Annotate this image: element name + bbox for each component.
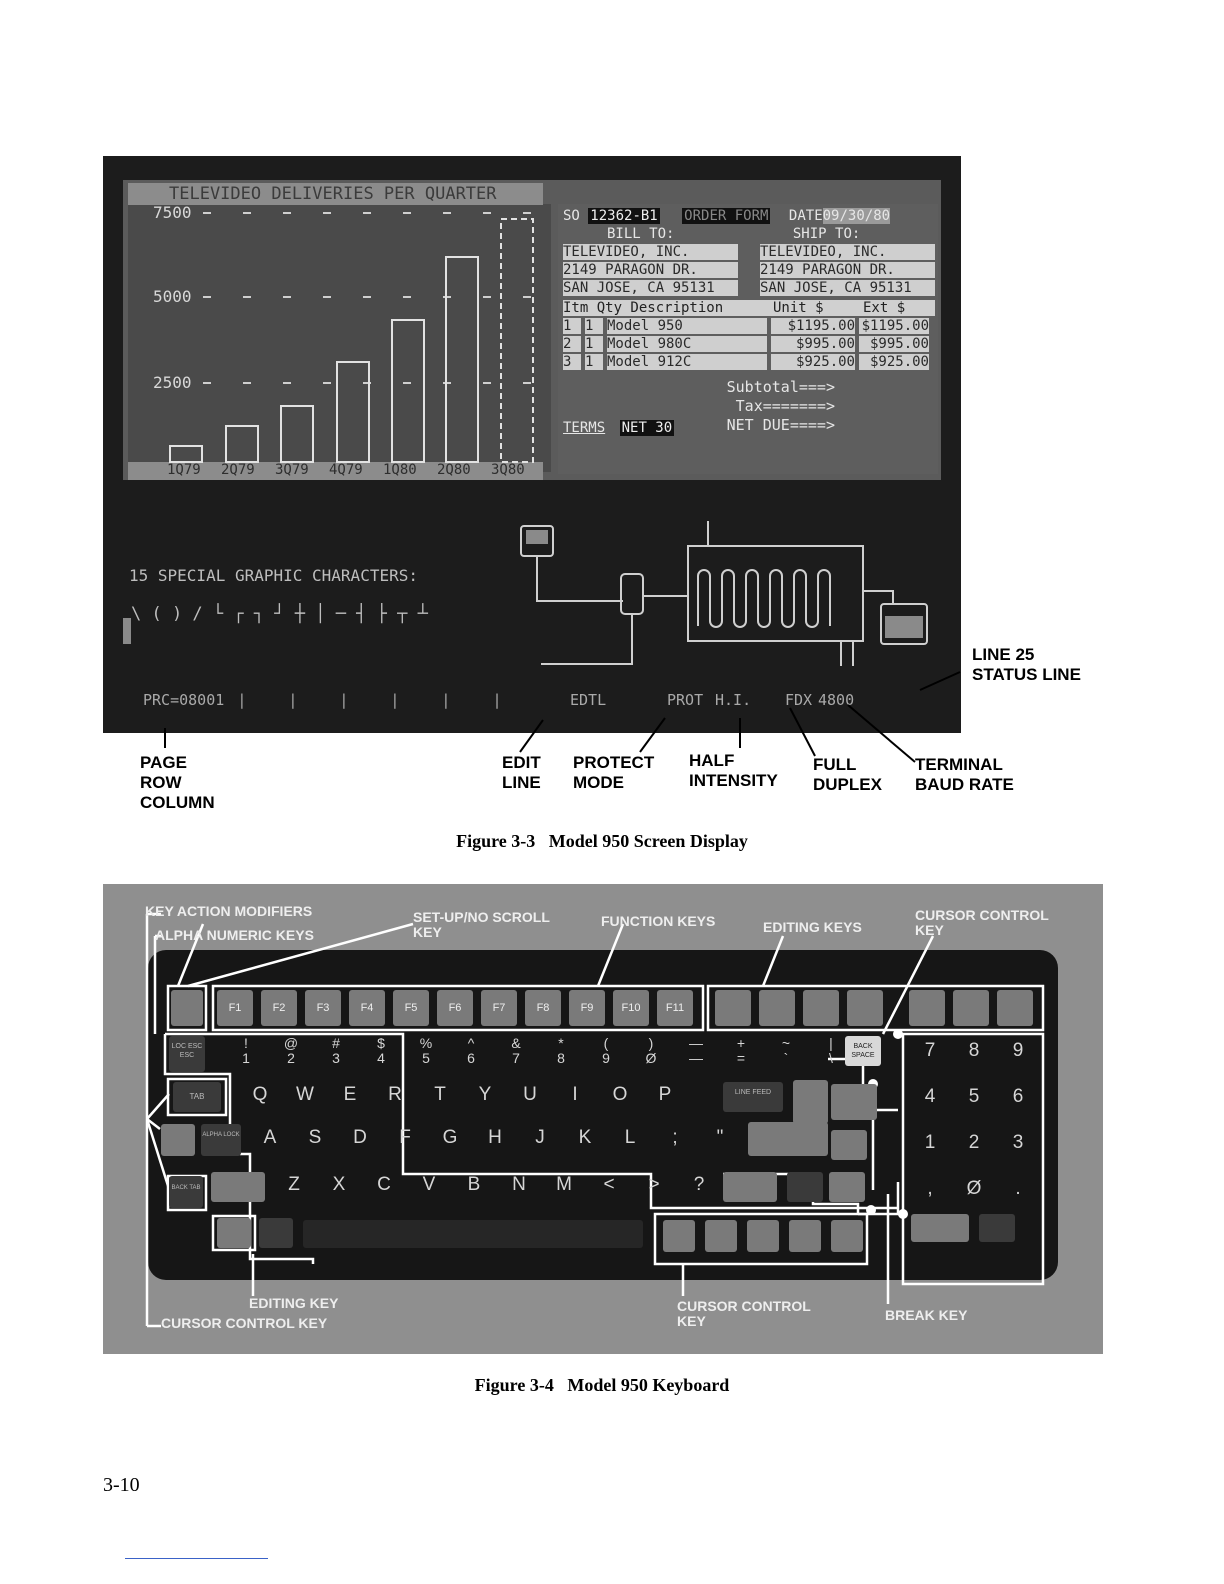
- key-label: 9: [1012, 1040, 1024, 1061]
- letter-key[interactable]: [650, 1084, 680, 1106]
- net-due-label: NET DUE====>: [726, 416, 835, 434]
- key-label: S: [308, 1127, 322, 1148]
- key-label: 6: [1012, 1086, 1024, 1107]
- editing-key[interactable]: [803, 990, 839, 1026]
- key-label: W: [296, 1084, 314, 1105]
- address-line: 2149 PARAGON DR.: [760, 262, 935, 278]
- numpad-key[interactable]: [1003, 1132, 1033, 1154]
- keyboard-photo: [103, 884, 1103, 1354]
- x-tick-label: 3Q79: [275, 462, 309, 478]
- key-label: 4: [924, 1086, 936, 1107]
- key-label: F7: [492, 1002, 506, 1014]
- loc-esc-key[interactable]: [169, 1036, 205, 1072]
- key-label: 1: [242, 1050, 250, 1066]
- key-label: 2: [287, 1050, 295, 1066]
- key-label: F1: [228, 1002, 242, 1014]
- address-line: SAN JOSE, CA 95131: [760, 280, 935, 296]
- function-key[interactable]: [437, 990, 473, 1026]
- letter-key[interactable]: [435, 1127, 465, 1149]
- item-unit-cell: $1195.00: [771, 318, 855, 334]
- key-label: #: [332, 1035, 340, 1051]
- key-label: TAB: [189, 1092, 205, 1101]
- number-key[interactable]: [816, 1036, 846, 1066]
- number-key[interactable]: [591, 1036, 621, 1066]
- callout-line: COLUMN: [140, 793, 215, 812]
- number-key[interactable]: [456, 1036, 486, 1066]
- callout-cursor-control-left: CURSOR CONTROL KEY: [161, 1315, 328, 1331]
- numpad-key[interactable]: [959, 1178, 989, 1200]
- callout-line: MODE: [573, 773, 624, 792]
- key-label: Q: [252, 1084, 268, 1105]
- key-label: O: [612, 1084, 628, 1105]
- key-label: ,: [927, 1178, 933, 1199]
- key-label: Ø: [966, 1178, 982, 1199]
- number-key[interactable]: [501, 1036, 531, 1066]
- left-arrow-key[interactable]: [789, 1220, 821, 1252]
- function-key[interactable]: [569, 990, 605, 1026]
- key-label: B: [467, 1174, 481, 1195]
- key-label: `: [783, 1050, 789, 1066]
- function-key[interactable]: [657, 990, 693, 1026]
- key-label: J: [535, 1127, 545, 1148]
- address-line: TELEVIDEO, INC.: [563, 244, 738, 260]
- editing-key[interactable]: [847, 990, 883, 1026]
- callout-line: CURSOR CONTROL: [677, 1298, 811, 1314]
- space-bar[interactable]: [303, 1220, 643, 1248]
- key-label: .: [1015, 1178, 1021, 1199]
- callout-line: CURSOR CONTROL: [915, 907, 1049, 923]
- right-shift-key[interactable]: [723, 1172, 777, 1202]
- item-ext-cell: $995.00: [859, 336, 929, 352]
- key-label: \: [829, 1050, 833, 1066]
- function-key[interactable]: [481, 990, 517, 1026]
- numpad-key[interactable]: [915, 1178, 945, 1200]
- callout-line: ROW: [140, 773, 182, 792]
- x-tick-label: 2Q80: [437, 462, 471, 478]
- letter-key[interactable]: [684, 1174, 714, 1196]
- callout-line: FULL: [813, 755, 857, 774]
- key-label: ESC: [179, 1052, 195, 1059]
- key-label: F5: [404, 1002, 418, 1014]
- callout-line: PROTECT: [573, 753, 655, 772]
- key-label: H: [488, 1127, 502, 1148]
- key-label: E: [343, 1084, 357, 1105]
- key-label: @: [283, 1035, 299, 1051]
- x-tick-label: 3Q80: [491, 462, 525, 478]
- editing-key[interactable]: [909, 990, 945, 1026]
- back-space-key[interactable]: [845, 1036, 881, 1066]
- key-label: F6: [448, 1002, 462, 1014]
- letter-key[interactable]: [705, 1127, 735, 1149]
- ship-to-label: SHIP TO:: [792, 226, 861, 242]
- figure-3-4-caption: Figure 3-4 Model 950 Keyboard: [474, 1375, 730, 1395]
- numpad-key[interactable]: [1003, 1178, 1033, 1200]
- letter-key[interactable]: [324, 1174, 354, 1196]
- minus-key[interactable]: [979, 1214, 1015, 1242]
- status-edtl: EDTL: [570, 691, 607, 709]
- callout-line: EDIT: [502, 753, 541, 772]
- bill-to-label: BILL TO:: [607, 226, 675, 242]
- key-label: LINE FEED: [734, 1089, 772, 1096]
- callout-function-keys: FUNCTION KEYS: [601, 913, 716, 929]
- letter-key[interactable]: [255, 1127, 285, 1149]
- key-label: 5: [968, 1086, 980, 1107]
- letter-key[interactable]: [615, 1127, 645, 1149]
- key-label: F4: [360, 1002, 374, 1014]
- tab-key[interactable]: [173, 1082, 221, 1112]
- numpad-key[interactable]: [915, 1132, 945, 1154]
- return-key-upper[interactable]: [793, 1080, 828, 1124]
- so-label: SO: [563, 208, 580, 224]
- letter-key[interactable]: [345, 1127, 375, 1149]
- figure-3-3-caption: Figure 3-3 Model 950 Screen Display: [456, 831, 748, 851]
- key-label: LOC ESC: [171, 1043, 203, 1050]
- letter-key[interactable]: [525, 1127, 555, 1149]
- key-label: 4: [377, 1050, 385, 1066]
- callout-line: STATUS LINE: [972, 665, 1081, 684]
- item-unit-cell: $925.00: [771, 354, 855, 370]
- break-key[interactable]: [831, 1130, 867, 1160]
- key-label: *: [558, 1035, 564, 1051]
- callout-line: KEY: [915, 922, 944, 938]
- key-label: 8: [968, 1040, 980, 1061]
- item-desc-cell: Model 950: [607, 318, 767, 334]
- pipe-key[interactable]: [787, 1172, 823, 1202]
- status-hi: H.I.: [715, 691, 752, 709]
- col-header: Itm Qty Description: [563, 300, 724, 316]
- letter-key[interactable]: [560, 1084, 590, 1106]
- x-tick-label: 1Q80: [383, 462, 417, 478]
- callout-line: HALF: [689, 751, 735, 770]
- callout-alpha-numeric-keys: ALPHA NUMERIC KEYS: [155, 927, 314, 943]
- left-shift-key[interactable]: [211, 1172, 265, 1202]
- back-tab-key[interactable]: [169, 1176, 203, 1208]
- callout-line: BAUD RATE: [915, 775, 1014, 794]
- key-label: F9: [580, 1002, 594, 1014]
- key-label: D: [353, 1127, 367, 1148]
- graphic-chars-label: 15 SPECIAL GRAPHIC CHARACTERS:: [129, 566, 418, 585]
- key-label: $: [377, 1035, 385, 1051]
- y-tick-label: 2500: [153, 373, 192, 392]
- number-key[interactable]: [681, 1036, 711, 1066]
- key-label: 7: [924, 1040, 936, 1061]
- letter-key[interactable]: [594, 1174, 624, 1196]
- alpha-lock-key[interactable]: [201, 1124, 241, 1156]
- key-label: ?: [693, 1174, 705, 1195]
- key-label: X: [332, 1174, 346, 1195]
- key-label: !: [244, 1035, 248, 1051]
- key-label: G: [442, 1127, 458, 1148]
- callout-terminal-baud-rate: [915, 755, 1014, 795]
- key-label: 1: [924, 1132, 936, 1153]
- editing-key-bottom[interactable]: [217, 1218, 251, 1248]
- key-label: A: [263, 1127, 277, 1148]
- number-key[interactable]: [726, 1036, 756, 1066]
- number-key[interactable]: [366, 1036, 396, 1066]
- letter-key[interactable]: [470, 1084, 500, 1106]
- number-key[interactable]: [231, 1036, 261, 1066]
- number-key[interactable]: [771, 1036, 801, 1066]
- key-label: F10: [621, 1002, 641, 1014]
- editing-key[interactable]: [953, 990, 989, 1026]
- y-tick-label: 5000: [153, 287, 192, 306]
- key-label: K: [578, 1127, 592, 1148]
- function-key[interactable]: [393, 990, 429, 1026]
- letter-key[interactable]: [390, 1127, 420, 1149]
- key-label: +: [736, 1035, 746, 1051]
- letter-key[interactable]: [245, 1084, 275, 1106]
- down-arrow-key[interactable]: [747, 1220, 779, 1252]
- status-prc: PRC=08001: [143, 691, 225, 709]
- key-label: 5: [422, 1050, 430, 1066]
- footer-rule: [125, 1558, 268, 1559]
- form-title: ORDER FORM: [684, 208, 769, 224]
- key-label: V: [422, 1174, 436, 1195]
- editing-key[interactable]: [759, 990, 795, 1026]
- letter-key[interactable]: [414, 1174, 444, 1196]
- tax-label: Tax=======>: [735, 397, 835, 415]
- number-key[interactable]: [546, 1036, 576, 1066]
- key-label: U: [523, 1084, 537, 1105]
- date-value: 09/30/80: [822, 208, 891, 224]
- key-label: F8: [536, 1002, 550, 1014]
- ctrl-key[interactable]: [161, 1124, 195, 1156]
- unit-header: Unit $: [773, 300, 824, 316]
- key-label: Ø: [645, 1050, 657, 1066]
- callout-line: LINE: [502, 773, 541, 792]
- numpad-key[interactable]: [959, 1040, 989, 1062]
- graph-title: TELEVIDEO DELIVERIES PER QUARTER: [169, 184, 497, 204]
- key-label: ALPHA LOCK: [202, 1132, 240, 1138]
- so-number: 12362-B1: [590, 208, 658, 224]
- key-label: N: [512, 1174, 526, 1195]
- callout-line: DUPLEX: [813, 775, 882, 794]
- letter-key[interactable]: [425, 1084, 455, 1106]
- key-label: C: [377, 1174, 391, 1195]
- callout-line: KEY: [413, 924, 442, 940]
- callout-line: KEY: [677, 1313, 706, 1329]
- callout-line25: [972, 645, 1081, 685]
- x-tick-label: 4Q79: [329, 462, 363, 478]
- callout-full-duplex: [813, 755, 882, 795]
- number-key[interactable]: [636, 1036, 666, 1066]
- key-label: 3: [1012, 1132, 1024, 1153]
- key-label: L: [624, 1127, 636, 1148]
- editing-key[interactable]: [715, 990, 751, 1026]
- key-label: F2: [272, 1002, 286, 1014]
- up-arrow-key[interactable]: [705, 1220, 737, 1252]
- numpad-key[interactable]: [1003, 1040, 1033, 1062]
- home-key[interactable]: [663, 1220, 695, 1252]
- x-tick-label: 1Q79: [167, 462, 201, 478]
- function-key[interactable]: [305, 990, 341, 1026]
- key-label: 7: [512, 1050, 520, 1066]
- callout-setup-key: [413, 910, 550, 940]
- key-label: Z: [288, 1174, 300, 1195]
- page-number: 3-10: [103, 1474, 140, 1496]
- clear-space-key[interactable]: [831, 1084, 877, 1120]
- key-label: 8: [557, 1050, 565, 1066]
- return-key[interactable]: [748, 1122, 828, 1156]
- item-number-cell: 2: [563, 336, 581, 352]
- callout-key-action-modifiers: KEY ACTION MODIFIERS: [145, 903, 313, 919]
- terms-value: NET 30: [621, 420, 673, 436]
- item-unit-cell: $995.00: [771, 336, 855, 352]
- function-key[interactable]: [349, 990, 385, 1026]
- key-label: ;: [672, 1127, 678, 1148]
- line-feed-key[interactable]: [723, 1082, 783, 1112]
- key-label: <: [603, 1174, 615, 1195]
- callout-edit-line: [502, 753, 541, 793]
- number-key[interactable]: [321, 1036, 351, 1066]
- key-label: ): [648, 1035, 654, 1051]
- key-label: 6: [467, 1050, 475, 1066]
- callout-half-intensity: [689, 751, 778, 791]
- callout-cursor-control-top: [915, 908, 1049, 938]
- key-label: BACK TAB: [171, 1185, 201, 1191]
- letter-key[interactable]: [605, 1084, 635, 1106]
- callout-protect-mode: [573, 753, 654, 793]
- letter-key[interactable]: [290, 1084, 320, 1106]
- letter-key[interactable]: [570, 1127, 600, 1149]
- key-label: —: [689, 1050, 703, 1066]
- status-fdx: FDX: [785, 691, 813, 709]
- letter-key[interactable]: [639, 1174, 669, 1196]
- address-line: TELEVIDEO, INC.: [760, 244, 935, 260]
- callout-cursor-control-bottom: [677, 1299, 811, 1329]
- status-prot: PROT: [667, 691, 704, 709]
- key-label: &: [511, 1035, 521, 1051]
- key-label: P: [658, 1084, 672, 1105]
- key-label: ~: [781, 1035, 791, 1051]
- enter-key[interactable]: [911, 1214, 969, 1242]
- callout-line: LINE 25: [972, 645, 1035, 664]
- callout-break-key: BREAK KEY: [885, 1307, 968, 1323]
- letter-key[interactable]: [369, 1174, 399, 1196]
- key-label: F: [399, 1127, 411, 1148]
- item-desc-cell: Model 912C: [607, 354, 767, 370]
- numpad-key[interactable]: [959, 1086, 989, 1108]
- key-label: ^: [467, 1035, 475, 1051]
- key-label: 9: [602, 1050, 610, 1066]
- status-separators: ||||||: [237, 691, 544, 709]
- key-label: M: [556, 1174, 572, 1195]
- letter-key[interactable]: [504, 1174, 534, 1196]
- item-number-cell: 3: [563, 354, 581, 370]
- callout-editing-key: EDITING KEY: [249, 1295, 339, 1311]
- setup-key[interactable]: [171, 990, 203, 1026]
- letter-key[interactable]: [380, 1084, 410, 1106]
- key-label: —: [689, 1035, 703, 1051]
- item-desc-cell: Model 980C: [607, 336, 767, 352]
- number-key[interactable]: [276, 1036, 306, 1066]
- item-qty-cell: 1: [585, 318, 603, 334]
- del-key[interactable]: [829, 1172, 865, 1202]
- letter-key[interactable]: [515, 1084, 545, 1106]
- letter-key[interactable]: [459, 1174, 489, 1196]
- letter-key[interactable]: [300, 1127, 330, 1149]
- callout-line: INTENSITY: [689, 771, 778, 790]
- function-key[interactable]: [217, 990, 253, 1026]
- letter-key[interactable]: [660, 1127, 690, 1149]
- numpad-key[interactable]: [959, 1132, 989, 1154]
- func-key-bottom[interactable]: [259, 1218, 293, 1248]
- graphic-chars: \ ( ) / └ ┌ ┐ ┘ ┼ │ ─ ┤ ├ ┬ ┴: [131, 604, 428, 624]
- key-label: T: [434, 1084, 446, 1105]
- callout-line: TERMINAL: [915, 755, 1003, 774]
- key-label: >: [648, 1174, 660, 1195]
- status-baud: 4800: [818, 691, 855, 709]
- letter-key[interactable]: [549, 1174, 579, 1196]
- key-label: BACK SPACE: [851, 1043, 875, 1059]
- address-line: 2149 PARAGON DR.: [563, 262, 738, 278]
- letter-key[interactable]: [335, 1084, 365, 1106]
- function-key[interactable]: [613, 990, 649, 1026]
- editing-key[interactable]: [997, 990, 1033, 1026]
- letter-key[interactable]: [279, 1174, 309, 1196]
- item-number-cell: 1: [563, 318, 581, 334]
- x-tick-label: 2Q79: [221, 462, 255, 478]
- item-ext-cell: $925.00: [859, 354, 929, 370]
- key-label: ": [716, 1127, 724, 1148]
- keyboard-callout-lines: [103, 884, 1103, 1354]
- right-arrow-key[interactable]: [831, 1220, 863, 1252]
- key-label: =: [736, 1050, 746, 1066]
- key-label: R: [388, 1084, 402, 1105]
- key-label: 3: [332, 1050, 340, 1066]
- item-qty-cell: 1: [585, 336, 603, 352]
- letter-key[interactable]: [480, 1127, 510, 1149]
- ext-header: Ext $: [863, 300, 906, 316]
- date-label: DATE: [788, 208, 823, 224]
- key-label: I: [572, 1084, 578, 1105]
- numpad-key[interactable]: [915, 1040, 945, 1062]
- function-key[interactable]: [525, 990, 561, 1026]
- key-label: Y: [478, 1084, 492, 1105]
- key-label: F3: [316, 1002, 330, 1014]
- key-label: (: [603, 1035, 609, 1051]
- callout-line: SET-UP/NO SCROLL: [413, 909, 550, 925]
- key-label: %: [419, 1035, 433, 1051]
- item-qty-cell: 1: [585, 354, 603, 370]
- key-label: F11: [665, 1002, 685, 1014]
- numpad-key[interactable]: [1003, 1086, 1033, 1108]
- number-key[interactable]: [411, 1036, 441, 1066]
- subtotal-label: Subtotal===>: [726, 378, 835, 396]
- terms-label: TERMS: [563, 420, 606, 436]
- item-ext-cell: $1195.00: [859, 318, 929, 334]
- callout-editing-keys: EDITING KEYS: [763, 919, 862, 935]
- function-key[interactable]: [261, 990, 297, 1026]
- key-label: 2: [968, 1132, 980, 1153]
- address-line: SAN JOSE, CA 95131: [563, 280, 738, 296]
- callout-line: PAGE: [140, 753, 187, 772]
- key-label: |: [829, 1035, 833, 1051]
- callout-page-row-column: [140, 753, 215, 813]
- y-tick-label: 7500: [153, 203, 192, 222]
- numpad-key[interactable]: [915, 1086, 945, 1108]
